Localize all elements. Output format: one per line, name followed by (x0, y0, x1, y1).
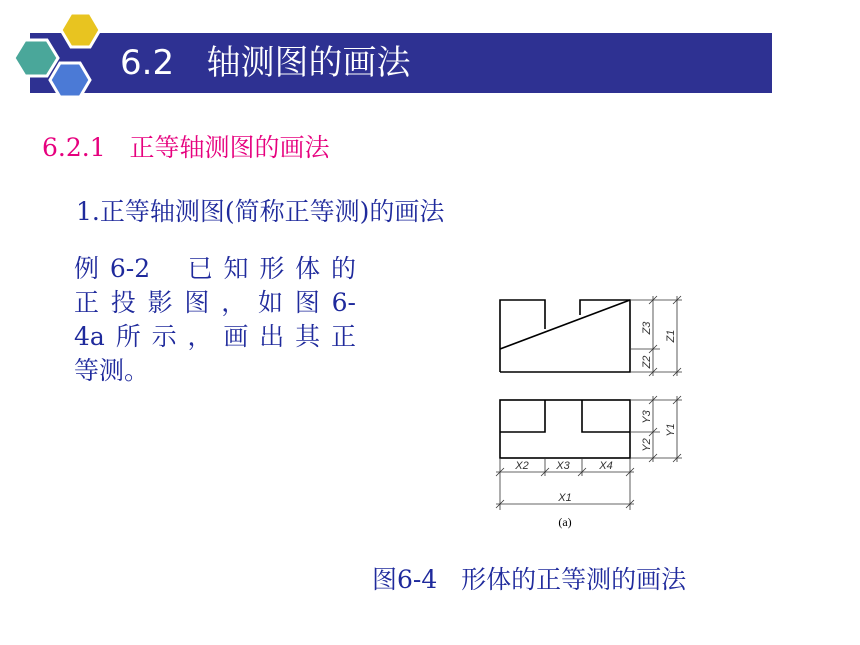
example-line: 正投影图，如图6- (74, 288, 356, 317)
example-line: 等测。 (74, 356, 150, 385)
dimension-lines (496, 296, 682, 510)
example-line: 例6-2 已知形体的 (74, 254, 356, 283)
dim-label: Z2 (641, 355, 653, 369)
hexagon-teal (14, 40, 58, 76)
dim-label: X1 (558, 492, 572, 504)
hexagon-yellow (61, 13, 100, 47)
figure-caption: 图6-4 形体的正等测的画法 (372, 565, 687, 594)
figure-sublabel: (a) (558, 515, 572, 529)
top-view (500, 400, 630, 458)
dim-label: Y2 (641, 438, 653, 452)
dim-label: X2 (515, 460, 529, 472)
orthographic-drawing (490, 292, 690, 532)
dim-label: Z3 (641, 321, 653, 335)
dim-label: Y3 (641, 410, 653, 424)
front-view (500, 300, 630, 372)
example-line: 4a所示，画出其正 (74, 322, 356, 351)
dim-label: Y1 (665, 423, 677, 437)
dim-label: X4 (599, 460, 613, 472)
dim-label: X3 (556, 460, 570, 472)
hexagon-logo (0, 0, 120, 110)
hexagon-blue (50, 63, 90, 97)
subsection-heading: 1.正等轴测图(简称正等测)的画法 (76, 197, 445, 226)
section-heading: 6.2.1 正等轴测图的画法 (42, 133, 330, 162)
dim-label: Z1 (665, 329, 677, 343)
example-text (74, 252, 356, 388)
slide-title: 6.2 轴测图的画法 (120, 43, 411, 83)
